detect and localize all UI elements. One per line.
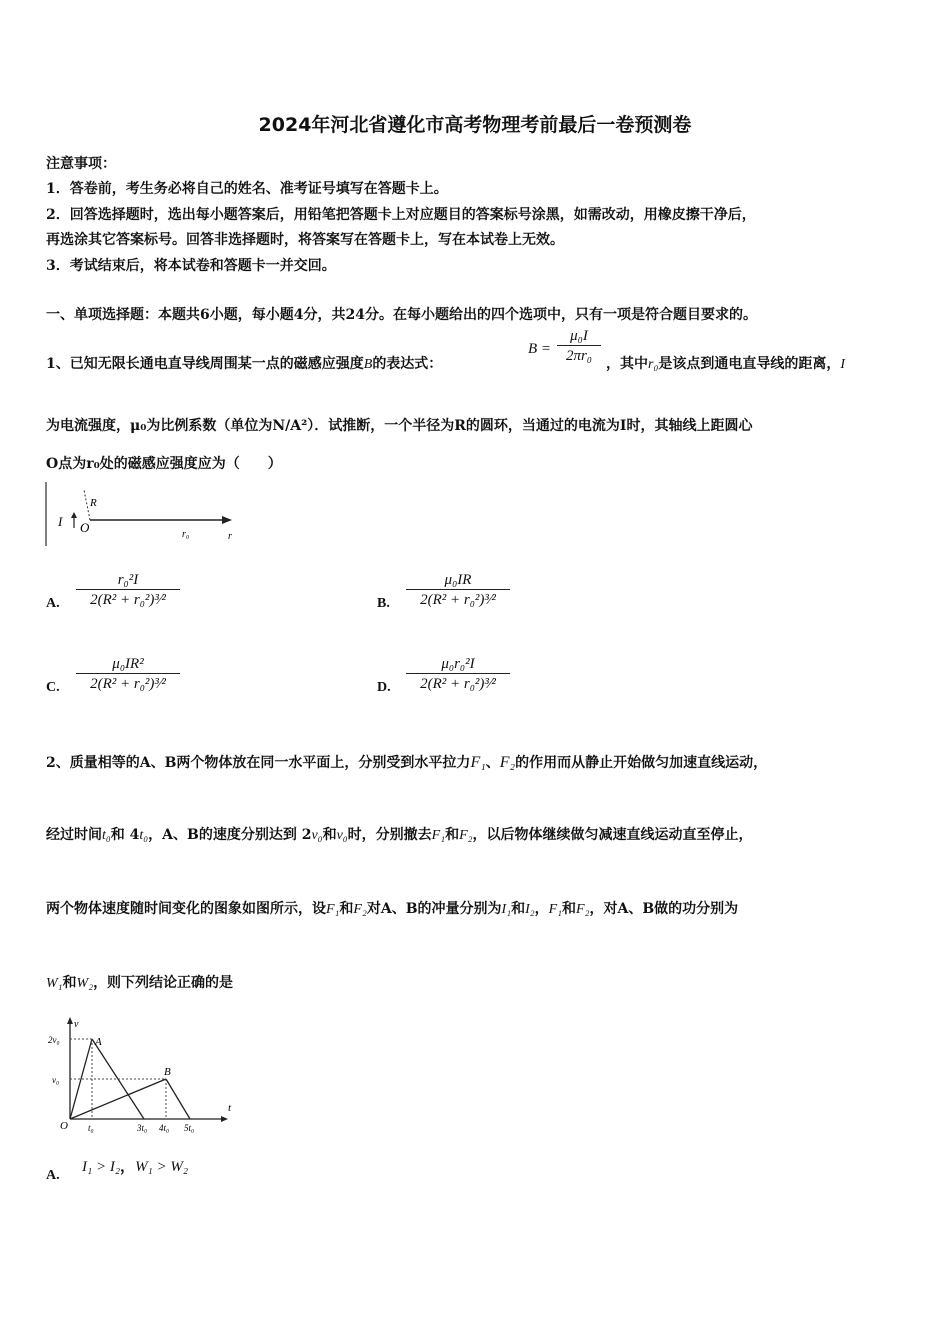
label-origin: O bbox=[60, 1120, 68, 1132]
axis-arrowhead bbox=[222, 516, 232, 524]
q2-line4: W₁和W₂，则下列结论正确的是 bbox=[46, 975, 234, 991]
label-r: r bbox=[228, 531, 232, 542]
page-title: 2024年河北省遵化市高考物理考前最后一卷预测卷 bbox=[258, 114, 692, 136]
notice-heading: 注意事项： bbox=[46, 156, 116, 172]
label-v: v bbox=[74, 1019, 79, 1030]
notice-item-2-line2: 再选涂其它答案标号。回答非选择题时，将答案写在答题卡上，写在本试卷上无效。 bbox=[46, 232, 564, 248]
label-point-A: A bbox=[95, 1036, 102, 1048]
q1-ring-diagram bbox=[44, 480, 244, 550]
notice-item-1: 1．答卷前，考生务必将自己的姓名、准考证号填写在答题卡上。 bbox=[46, 181, 448, 197]
line-B-accelerate bbox=[70, 1079, 166, 1119]
q1-option-c-formula: $\frac{\text{μ₀IR²}}{\text{2(R² + r₀²)³⁄²}}$ bbox=[76, 656, 180, 693]
q2-vt-graph bbox=[44, 1015, 244, 1135]
notice-item-2-line1: 2．回答选择题时，选出每小题答案后，用铅笔把答题卡上对应题目的答案标号涂黑，如需改动，用橡皮擦干净后， bbox=[46, 207, 756, 223]
q1-option-b-label[interactable]: B. bbox=[377, 596, 390, 611]
label-4t0: 4t₀ bbox=[159, 1123, 170, 1133]
label-r0: r₀ bbox=[182, 529, 190, 540]
q1-option-c-label[interactable]: C. bbox=[46, 680, 60, 695]
v-axis-arrowhead bbox=[67, 1017, 73, 1024]
q1-line3: O点为r₀处的磁感应强度应为（ ） bbox=[46, 456, 282, 472]
line-B-decelerate bbox=[166, 1079, 190, 1119]
q1-option-d-label[interactable]: D. bbox=[377, 680, 391, 695]
q2-line3: 两个物体速度随时间变化的图象如图所示，设F₁和F₂对A、B的冲量分别为I₁和I₂，F₁和F₂，对A、B做的功分别为 bbox=[46, 901, 739, 917]
q1-option-a-formula: $\frac{\text{r₀²I}}{\text{2(R² + r₀²)³⁄²}}$ bbox=[76, 572, 180, 609]
label-v0: v₀ bbox=[52, 1075, 60, 1085]
notice-item-3: 3．考试结束后，将本试卷和答题卡一并交回。 bbox=[46, 258, 336, 274]
label-2v0: 2v₀ bbox=[48, 1035, 60, 1045]
q1-line2: 为电流强度，μ₀为比例系数（单位为N/A²）．试推断，一个半径为R的圆环，当通过的电流为I时，其轴线上距圆心 bbox=[46, 418, 753, 434]
q1-option-a-label[interactable]: A. bbox=[46, 596, 60, 611]
label-3t0: 3t₀ bbox=[137, 1123, 148, 1133]
section-heading: 一、单项选择题：本题共6小题，每小题4分，共24分。在每小题给出的四个选项中，只有一项是符合题目要求的。 bbox=[46, 307, 757, 323]
label-O: O bbox=[80, 520, 90, 535]
label-t: t bbox=[228, 1102, 232, 1114]
q1-formula-fraction: $\frac{\text{μ₀I}}{\text{2πr₀}}$ bbox=[557, 328, 601, 365]
t-axis-arrowhead bbox=[221, 1116, 228, 1122]
q2-option-a-label[interactable]: A. bbox=[46, 1168, 60, 1183]
label-t0: t₀ bbox=[88, 1123, 94, 1133]
q1-line1: 1、已知无限长通电直导线周围某一点的磁感应强度B的表达式： bbox=[46, 356, 443, 372]
q2-option-a-text: I₁ > I₂，W₁ > W₂ bbox=[82, 1159, 189, 1175]
label-5t0: 5t₀ bbox=[184, 1123, 195, 1133]
label-point-B: B bbox=[164, 1066, 171, 1078]
label-R: R bbox=[90, 497, 97, 509]
label-I: I bbox=[58, 514, 63, 529]
line-A-accelerate bbox=[70, 1039, 92, 1119]
q1-option-b-formula: $\frac{\text{μ₀IR}}{\text{2(R² + r₀²)³⁄²}}$ bbox=[406, 572, 510, 609]
q1-option-d-formula: $\frac{\text{μ₀r₀²I}}{\text{2(R² + r₀²)³⁄²}}$ bbox=[406, 656, 510, 693]
q2-line1: 2、质量相等的A、B两个物体放在同一水平面上，分别受到水平拉力F₁、F₂的作用而从静止开始做匀加速直线运动， bbox=[46, 754, 768, 771]
current-arrowhead bbox=[71, 512, 77, 518]
q1-formula-lhs: B = bbox=[528, 341, 552, 357]
q1-line1-rest: ，其中r₀是该点到通电直导线的距离，I bbox=[606, 356, 845, 372]
q2-line2: 经过时间t₀和 4t₀，A、B的速度分别达到 2v₀和v₀时，分别撤去F₁和F₂，以后物体继续做匀减速直线运动直至停止， bbox=[46, 827, 753, 843]
